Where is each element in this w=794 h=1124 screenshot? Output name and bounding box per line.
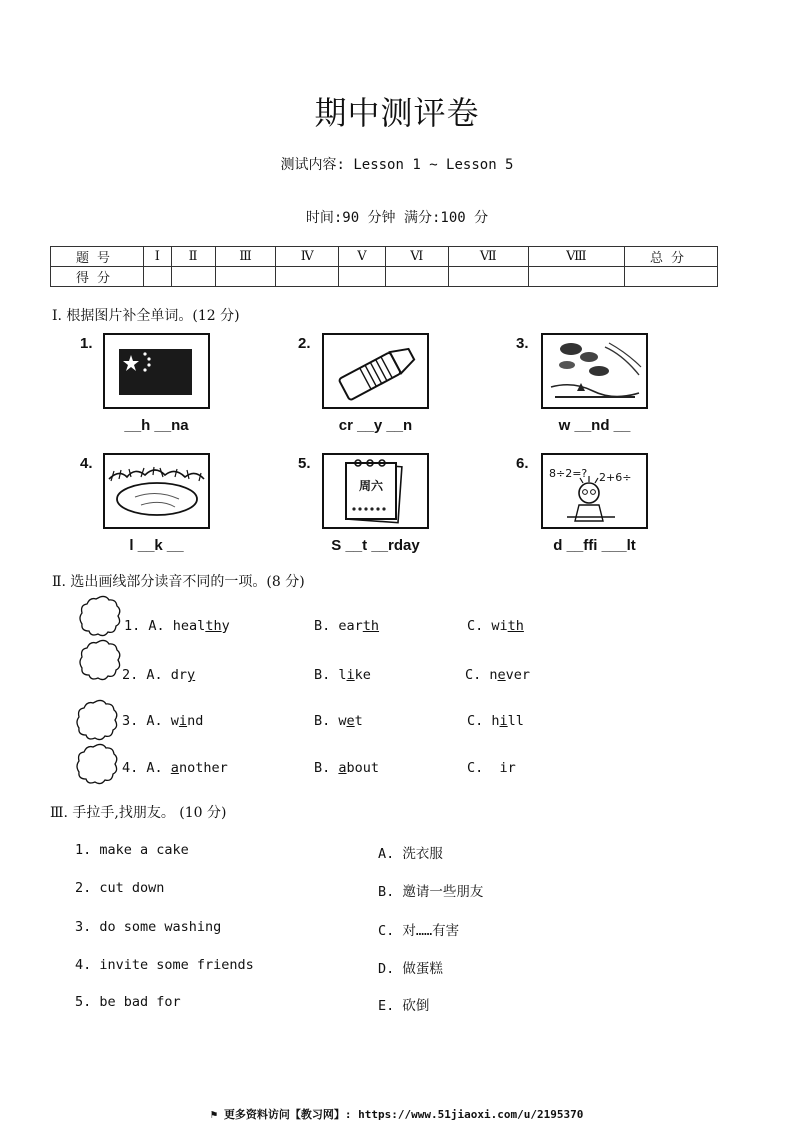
confused-student-icon — [543, 455, 646, 527]
score-cell-total[interactable] — [625, 267, 718, 287]
difficult-picture — [541, 453, 648, 529]
wind-picture — [541, 333, 648, 409]
row-number: 1. — [124, 618, 141, 634]
match-left-item[interactable]: 2. cut down — [75, 880, 165, 896]
score-table-col: Ⅵ — [385, 247, 448, 267]
score-table-row1-label: 题号 — [51, 247, 144, 267]
section2-heading: Ⅱ. 选出画线部分读音不同的一项。(8 分) — [52, 574, 305, 590]
calendar-icon — [324, 455, 427, 527]
item-number: 4. — [80, 455, 93, 472]
option-b: B. like — [314, 667, 371, 683]
crayon-picture — [322, 333, 429, 409]
option-a: A. another — [146, 760, 228, 776]
option-a: A. dry — [146, 667, 196, 683]
score-cell[interactable] — [144, 267, 172, 287]
fill-blank-5[interactable]: S __t __rday — [331, 537, 420, 554]
footer-text[interactable]: 更多资料访问【教习网】: https://www.51jiaoxi.com/u/2195370 — [223, 1108, 584, 1121]
score-cell[interactable] — [276, 267, 339, 287]
lake-icon — [105, 455, 208, 527]
row-number: 4. — [122, 760, 139, 776]
match-left-item[interactable]: 5. be bad for — [75, 994, 181, 1010]
svg-text:2+6÷: 2+6÷ — [599, 471, 632, 484]
fill-blank-3[interactable]: w __nd __ — [558, 417, 631, 434]
score-table-col: Ⅷ — [528, 247, 624, 267]
time-score-line: 时间:90 分钟 满分:100 分 — [305, 210, 489, 226]
score-table-col: Ⅲ — [215, 247, 276, 267]
item-number: 5. — [298, 455, 311, 472]
option-c: C. with — [467, 618, 524, 634]
score-table-row2-label: 得分 — [51, 267, 144, 287]
chinese-flag-icon — [105, 335, 208, 407]
calendar-picture — [322, 453, 429, 529]
answer-cloud-3[interactable] — [75, 698, 119, 742]
page-title: 期中测评卷 — [314, 94, 480, 132]
match-left-item[interactable]: 4. invite some friends — [75, 957, 254, 973]
fill-blank-4[interactable]: l __k __ — [129, 537, 184, 554]
answer-cloud-1[interactable] — [78, 594, 122, 638]
phonics-row-3 — [122, 713, 203, 729]
item-number: 2. — [298, 335, 311, 352]
score-table-col: Ⅶ — [448, 247, 528, 267]
option-c: C. hill — [467, 713, 524, 729]
score-cell[interactable] — [171, 267, 215, 287]
option-c: C. never — [465, 667, 531, 683]
match-right-item[interactable]: D. 做蛋糕 — [378, 961, 443, 977]
fill-blank-2[interactable]: cr __y __n — [338, 417, 413, 434]
option-b: B. wet — [314, 713, 363, 729]
score-cell[interactable] — [385, 267, 448, 287]
match-right-item[interactable]: A. 洗衣服 — [378, 846, 443, 862]
option-b: B. about — [314, 760, 380, 776]
lake-picture — [103, 453, 210, 529]
match-left-item[interactable]: 1. make a cake — [75, 842, 189, 858]
svg-text:8÷2=?: 8÷2=? — [549, 467, 588, 480]
score-table-col: Ⅰ — [144, 247, 172, 267]
crayon-icon — [324, 335, 427, 407]
match-right-item[interactable]: B. 邀请一些朋友 — [378, 884, 484, 900]
row-number: 3. — [122, 713, 139, 729]
score-cell[interactable] — [339, 267, 386, 287]
section1-heading: Ⅰ. 根据图片补全单词。(12 分) — [52, 308, 240, 324]
phonics-row-1 — [124, 618, 230, 634]
match-right-item[interactable]: C. 对……有害 — [378, 923, 460, 939]
flag-icon: ⚑ — [210, 1108, 224, 1121]
score-table-col: Ⅳ — [276, 247, 339, 267]
item-number: 3. — [516, 335, 529, 352]
answer-cloud-4[interactable] — [75, 742, 119, 786]
option-c: C. ir — [467, 760, 516, 776]
wind-icon — [543, 335, 646, 407]
item-number: 6. — [516, 455, 529, 472]
score-cell[interactable] — [448, 267, 528, 287]
footer-link[interactable] — [0, 1106, 794, 1122]
fill-blank-1[interactable]: __h __na — [124, 417, 189, 434]
section3-heading: Ⅲ. 手拉手,找朋友。 (10 分) — [50, 805, 227, 821]
item-number: 1. — [80, 335, 93, 352]
test-content-line: 测试内容: Lesson 1 ~ Lesson 5 — [280, 157, 514, 173]
fill-blank-6[interactable]: d __ffi ___lt — [553, 537, 636, 554]
chinese-flag-picture — [103, 333, 210, 409]
match-left-item[interactable]: 3. do some washing — [75, 919, 222, 935]
score-cell[interactable] — [215, 267, 276, 287]
score-table-score-row — [51, 267, 718, 287]
score-cell[interactable] — [528, 267, 624, 287]
score-table-col: Ⅱ — [171, 247, 215, 267]
match-right-item[interactable]: E. 砍倒 — [378, 998, 430, 1014]
option-a: A. wind — [146, 713, 204, 729]
calendar-text: 周六 — [358, 479, 384, 493]
phonics-row-2 — [122, 667, 195, 683]
score-table-header-row — [51, 247, 718, 267]
option-b: B. earth — [314, 618, 380, 634]
score-table — [50, 246, 718, 287]
score-table-col: Ⅴ — [339, 247, 386, 267]
score-table-total-label: 总分 — [625, 247, 718, 267]
row-number: 2. — [122, 667, 139, 683]
phonics-row-4 — [122, 760, 228, 776]
option-a: A. healthy — [148, 618, 230, 634]
answer-cloud-2[interactable] — [78, 638, 122, 682]
